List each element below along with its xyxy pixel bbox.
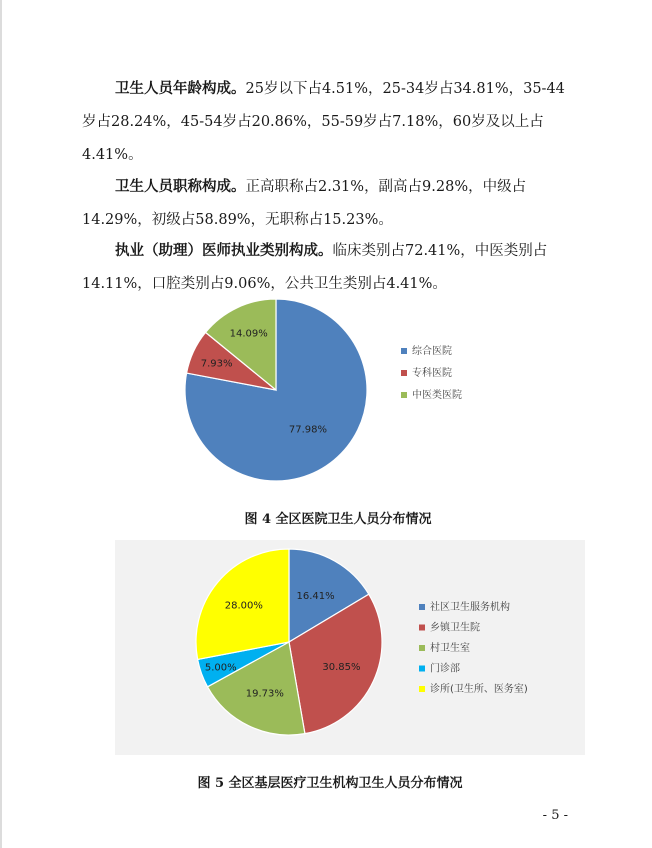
legend-swatch	[401, 370, 407, 376]
legend-label: 社区卫生服务机构	[430, 602, 510, 613]
legend-swatch	[419, 604, 425, 610]
paragraph-age-composition	[82, 72, 577, 172]
hospital-staff-pie-svg	[168, 290, 498, 490]
primary-care-staff-pie-svg	[115, 540, 585, 755]
primary-care-staff-pie-chart	[115, 540, 585, 755]
paragraph-lead: 卫生人员年龄构成。	[115, 80, 246, 97]
pie-data-label: 30.85%	[322, 662, 361, 674]
pie-data-label: 16.41%	[296, 591, 335, 603]
page-edge	[0, 0, 2, 848]
paragraph-body: 25岁以下占4.51%，25-34岁占34.81%，35-44岁占28.24%，45-54岁占20.86%，55-59岁占7.18%，60岁及以上占4.41%。	[82, 81, 565, 163]
legend-label: 专科医院	[412, 368, 452, 379]
paragraph-title-composition	[82, 170, 577, 237]
hospital-staff-pie-chart	[168, 290, 498, 490]
page-number: - 5 -	[542, 808, 568, 823]
figure-5-caption: 图 5 全区基层医疗卫生机构卫生人员分布情况	[197, 776, 463, 791]
legend-label: 中医类医院	[412, 390, 462, 401]
legend-swatch	[401, 348, 407, 354]
legend-swatch	[419, 666, 425, 672]
pie-data-label: 77.98%	[288, 424, 327, 436]
pie-data-label: 14.09%	[229, 328, 268, 340]
legend-swatch	[419, 625, 425, 631]
paragraph-lead: 卫生人员职称构成。	[115, 178, 246, 195]
legend-label: 诊所(卫生所、医务室)	[430, 684, 528, 695]
pie-data-label: 19.73%	[245, 688, 284, 700]
legend-swatch	[419, 645, 425, 651]
figure-4-caption: 图 4 全区医院卫生人员分布情况	[244, 512, 432, 527]
legend-label: 乡镇卫生院	[430, 622, 480, 634]
legend-label: 综合医院	[412, 346, 452, 357]
pie-data-label: 28.00%	[224, 600, 263, 612]
legend-swatch	[419, 686, 425, 692]
pie-data-label: 5.00%	[204, 662, 237, 674]
legend-label: 门诊部	[430, 663, 460, 675]
paragraph-body: 正高职称占2.31%，副高占9.28%，中级占14.29%，初级占58.89%，无职称占15.23%。	[82, 179, 527, 228]
legend-swatch	[401, 392, 407, 398]
paragraph-lead: 执业（助理）医师执业类别构成。	[115, 242, 333, 259]
paragraph-body: 临床类别占72.41%，中医类别占14.11%，口腔类别占9.06%，公共卫生类别占4.41%。	[82, 243, 548, 292]
pie-data-label: 7.93%	[200, 358, 233, 370]
legend-label: 村卫生室	[430, 643, 470, 654]
